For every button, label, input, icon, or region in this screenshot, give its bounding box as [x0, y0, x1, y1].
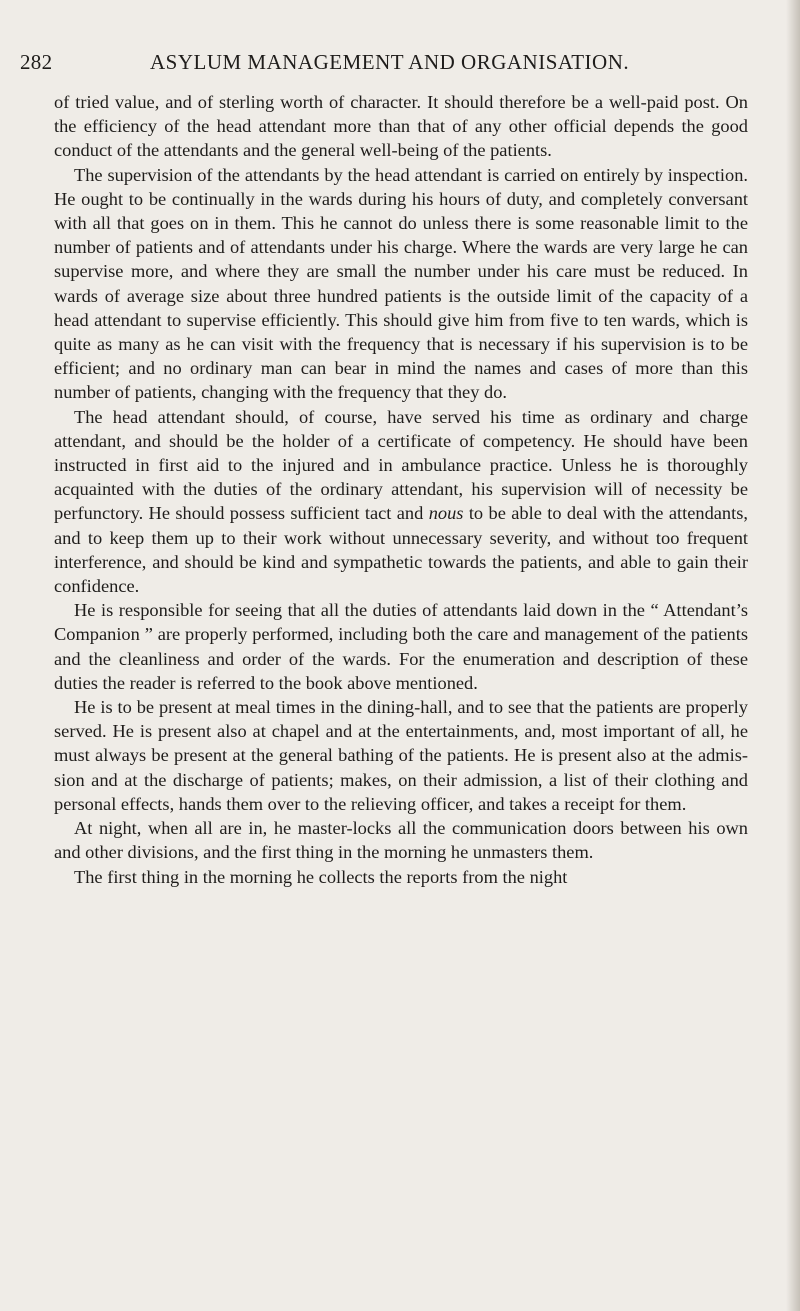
running-title: ASYLUM MANAGEMENT AND ORGANISATION. — [150, 50, 630, 74]
paragraph-2: The supervision of the attendants by the head attendant is carried on entirely by inspection. He ought to be continually in the wards during his hours of duty, and completely conversant with all that goes on in them. This he cannot do unless there is some reasonable limit to the number of patients and of attendants under his charge. Where the wards are very large he can supervise more, and where they are small the number under his care must be reduced. In wards of average size about three hundred patients is the outside limit of the capacity of a head attendant to supervise efficiently. This should give him from five to ten wards, which is quite as many as he can visit with the frequency that is necessary if his supervision is to be efficient; and no ordinary man can bear in mind the names and cases of more than this number of patients, changing with the frequency that they do. — [54, 164, 748, 403]
italic-word: nous — [428, 503, 464, 524]
page-edge-shadow — [786, 0, 800, 1311]
paragraph-1: of tried value, and of sterling worth of character. It should therefore be a well-paid post. On the efficiency of the head attendant more than that of any other official depends the good conduct of the attendants and the general well-being of the patients. — [54, 92, 748, 161]
paragraph-7: The first thing in the morning he collects the reports from the night — [74, 866, 568, 887]
body-text — [54, 90, 748, 889]
page-header — [20, 50, 760, 80]
paragraph-3: The head attendant should, of course, have served his time as ordinary and charge attendant, and should be the holder of a certificate of competency. He should have been instructed in first aid to the injured and in ambulance practice. Unless he is thoroughly acquainted with the duties of the ordinary attendant, his supervision will of necessity be perfunctory. He should possess sufficient tact and nous to be able to deal with the attendants, and to keep them up to their work without unnecessary severity, and without too frequent interference, and should be kind and sympathetic towards the patients, and able to gain their confidence. — [54, 406, 748, 597]
page-number: 282 — [20, 50, 53, 74]
paragraph-4: He is responsible for seeing that all the duties of attendants laid down in the “ Attendant’s Companion ” are properly performed, including both the care and management of the patients and the cleanliness and order of the wards. For the enumeration and description of these duties the reader is referred to the book above mentioned. — [54, 600, 748, 693]
paragraph-5: He is to be present at meal times in the dining-hall, and to see that the patients are properly served. He is present also at chapel and at the entertainments, and, most important of all, he must always be present at the general bathing of the patients. He is present also at the admission and at the discharge of patients; makes, on their admission, a list of their clothing and personal effects, hands them over to the relieving officer, and takes a receipt for them. — [54, 697, 748, 814]
paragraph-6: At night, when all are in, he master-locks all the communication doors between his own and other divisions, and the first thing in the morning he unmasters them. — [54, 818, 748, 863]
